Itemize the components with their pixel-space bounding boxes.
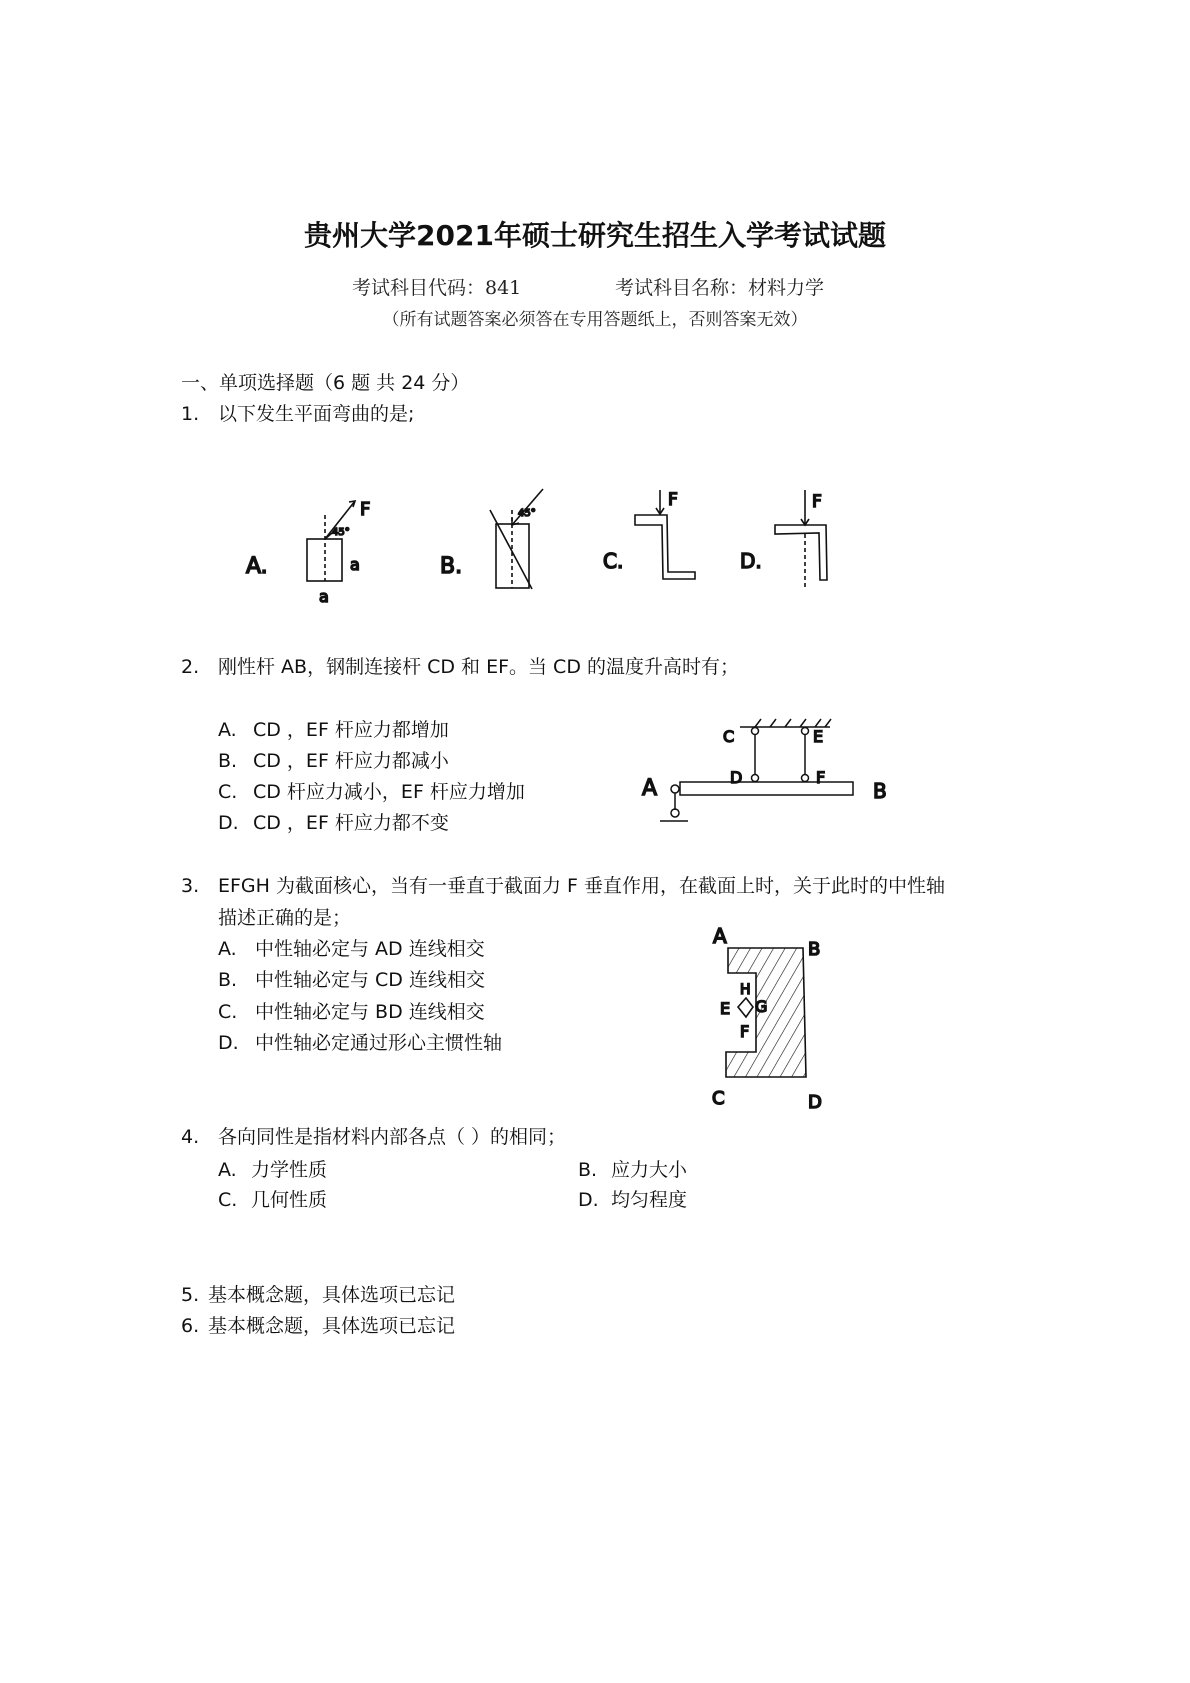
fig1-label-b: B. xyxy=(440,554,463,579)
q3-option-a: 中性轴必定与 AD 连线相交 xyxy=(255,938,485,960)
svg-text:A: A xyxy=(642,776,658,801)
fig1-label-c: C. xyxy=(603,549,624,573)
svg-text:C: C xyxy=(712,1088,725,1109)
q3-option-c-key: C. xyxy=(218,1001,238,1023)
q3-text: EFGH 为截面核心，当有一垂直于截面力 F 垂直作用，在截面上时，关于此时的中性轴 xyxy=(218,875,945,897)
svg-text:F: F xyxy=(812,492,822,512)
svg-text:E: E xyxy=(720,999,731,1018)
q3-text-line2: 描述正确的是； xyxy=(218,907,352,929)
svg-text:H: H xyxy=(740,982,751,998)
section-heading: 一、单项选择题（6 题 共 24 分） xyxy=(181,372,470,394)
q2-option-d-key: D. xyxy=(218,812,239,834)
q4-option-c: 几何性质 xyxy=(251,1189,328,1211)
svg-text:G: G xyxy=(755,997,768,1016)
q4-option-c-key: C. xyxy=(218,1189,238,1211)
q2-text: 刚性杆 AB，钢制连接杆 CD 和 EF。当 CD 的温度升高时有； xyxy=(218,656,739,678)
exam-title: 贵州大学2021年硕士研究生招生入学考试试题 xyxy=(304,219,886,252)
q3-option-b: 中性轴必定与 CD 连线相交 xyxy=(255,969,485,991)
svg-text:F: F xyxy=(668,490,678,510)
svg-text:B: B xyxy=(873,779,887,803)
q3-option-d-key: D. xyxy=(218,1032,239,1054)
q4-option-a: 力学性质 xyxy=(251,1159,328,1181)
q2-option-a: CD ，EF 杆应力都增加 xyxy=(253,719,449,741)
svg-text:45°: 45° xyxy=(518,508,536,519)
svg-text:C: C xyxy=(723,727,735,746)
q3-option-d: 中性轴必定通过形心主惯性轴 xyxy=(255,1032,503,1054)
svg-text:D: D xyxy=(730,768,743,787)
svg-text:45°: 45° xyxy=(332,527,350,538)
q2-option-d: CD ，EF 杆应力都不变 xyxy=(253,812,449,834)
q2-option-c: CD 杆应力减小，EF 杆应力增加 xyxy=(253,781,525,803)
fig1-label-a: A. xyxy=(246,554,268,579)
q2-option-a-key: A. xyxy=(218,719,237,741)
svg-text:D: D xyxy=(808,1092,822,1113)
q2-figure xyxy=(620,700,900,830)
q4-option-d: 均匀程度 xyxy=(611,1189,688,1211)
q3-option-b-key: B. xyxy=(218,969,238,991)
q3-number: 3. xyxy=(181,875,200,897)
q1-number: 1. xyxy=(181,403,200,425)
q6-text: 基本概念题，具体选项已忘记 xyxy=(208,1315,456,1337)
svg-text:a: a xyxy=(350,555,360,574)
svg-text:E: E xyxy=(813,727,824,746)
svg-text:a: a xyxy=(319,587,329,606)
fig1-label-d: D. xyxy=(740,549,762,573)
svg-text:A: A xyxy=(713,924,727,948)
q2-number: 2. xyxy=(181,656,200,678)
svg-text:F: F xyxy=(360,499,371,520)
q2-option-b-key: B. xyxy=(218,750,238,772)
svg-text:B: B xyxy=(808,939,821,960)
q1-text: 以下发生平面弯曲的是; xyxy=(218,403,415,425)
q4-text: 各向同性是指材料内部各点（ ）的相同； xyxy=(218,1126,567,1148)
answer-note: （所有试题答案必须答在专用答题纸上，否则答案无效） xyxy=(382,310,808,330)
q1-figure xyxy=(240,455,930,640)
q3-figure xyxy=(700,915,850,1115)
subject-code: 考试科目代码：841 xyxy=(352,277,522,299)
q2-option-c-key: C. xyxy=(218,781,238,803)
q3-option-a-key: A. xyxy=(218,938,237,960)
q5-number: 5. xyxy=(181,1284,200,1306)
svg-text:F: F xyxy=(740,1022,750,1041)
q4-option-b: 应力大小 xyxy=(611,1159,688,1181)
q6-number: 6. xyxy=(181,1315,200,1337)
q4-option-a-key: A. xyxy=(218,1159,237,1181)
svg-text:F: F xyxy=(816,768,826,787)
q4-number: 4. xyxy=(181,1126,200,1148)
q4-option-d-key: D. xyxy=(578,1189,599,1211)
q2-option-b: CD ，EF 杆应力都减小 xyxy=(253,750,449,772)
q5-text: 基本概念题，具体选项已忘记 xyxy=(208,1284,456,1306)
subject-name: 考试科目名称：材料力学 xyxy=(615,277,825,299)
q3-option-c: 中性轴必定与 BD 连线相交 xyxy=(255,1001,485,1023)
q4-option-b-key: B. xyxy=(578,1159,598,1181)
